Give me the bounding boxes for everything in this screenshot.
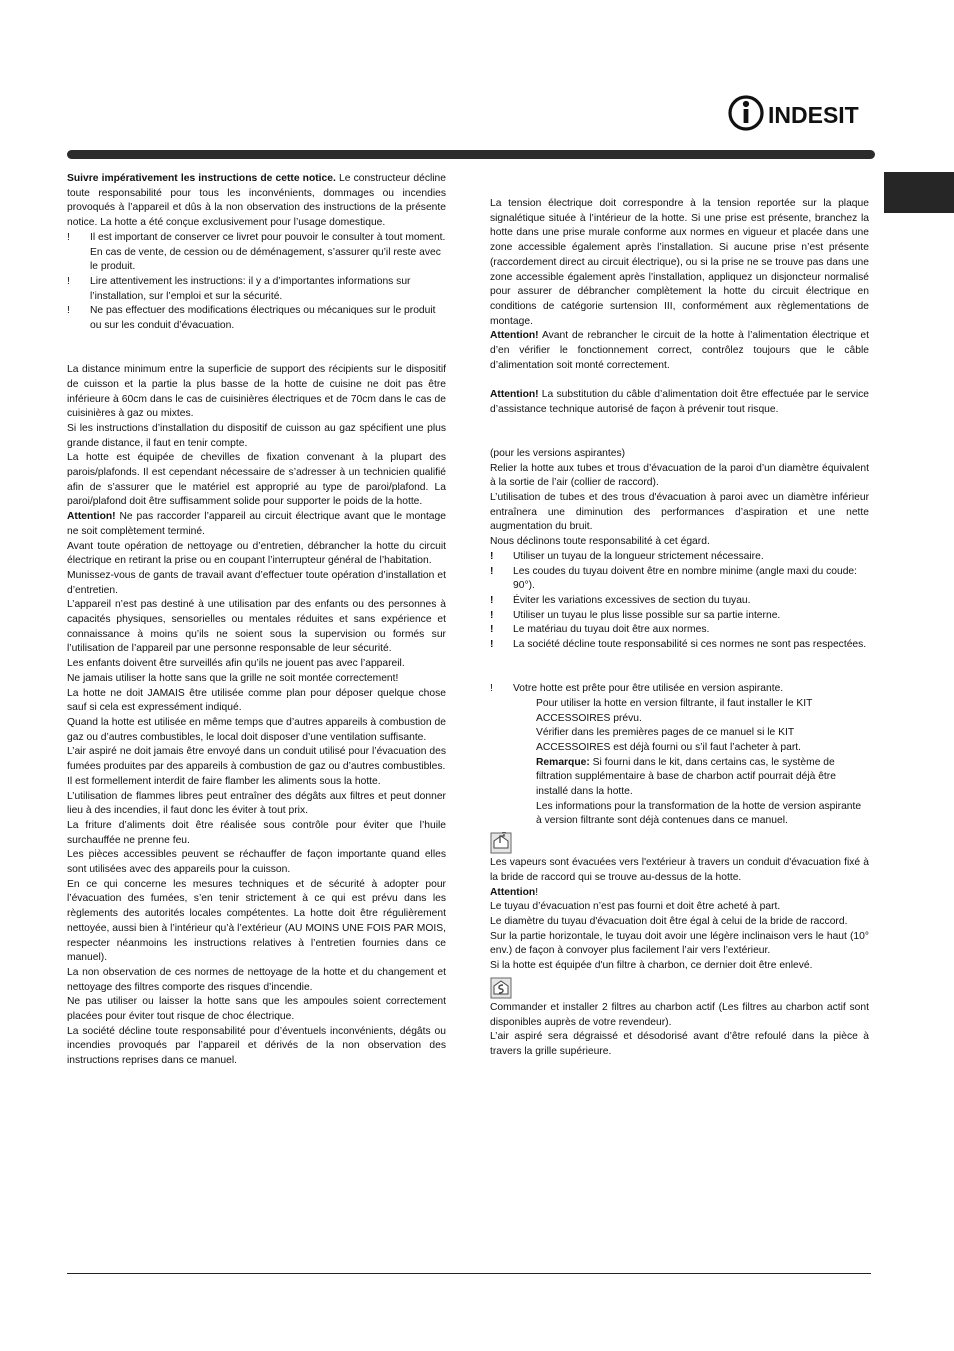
indesit-logo [728, 93, 870, 133]
warning-item: ! Lire attentivement les instructions: il y a d’importantes informations sur l’installation, sur l’emploi et sur la sécurité. [67, 275, 411, 302]
language-tab [884, 172, 954, 213]
header-rule [67, 150, 875, 159]
duct-bullet: ! Les coudes du tuyau doivent être en nombre minime (angle maxi du coude: 90°). [490, 565, 858, 592]
filtering-paragraph: L’air aspiré sera dégraissé et désodorisé avant d’être refoulé dans la pièce à travers la grille supérieure. [490, 1031, 869, 1057]
electrical-paragraph: La tension électrique doit correspondre à la tension reportée sur la plaque signalétique située à l’intérieur de la hotte. Si une prise est présente, branchez la hotte dans une prise murale conforme aux normes en vigueur et placée dans une zone accessible également après l’installation. Si aucune prise n’est présente (raccordement direct au circuit électrique), ou si la prise ne se trouve pas dans une zone accessible également après l’installation, appliquez un disjoncteur normalisé pour assurer de débrancher complètement la hotte du circuit électrique en conditions de catégorie surtension III, conformément aux règlementations de montage. [490, 198, 869, 327]
safety-paragraph: L’utilisation de flammes libres peut entraîner des dégâts aux filtres et peut donner lieu à des incendies, il faut donc les éviter à tout prix. [67, 790, 446, 817]
duct-paragraph: L’utilisation de tubes et des trous d'évacuation à paroi avec un diamètre inférieur entraînera une diminution des performances d’aspiration et une nette augmentation du bruit. [490, 492, 869, 533]
aspirating-attention: Attention! [490, 886, 539, 898]
duct-paragraph: Nous déclinons toute responsabilité à cet égard. [490, 536, 710, 548]
safety-paragraph: Ne jamais utiliser la hotte sans que la grille ne soit montée correctement! [67, 672, 399, 684]
svg-text:INDESIT: INDESIT [768, 102, 859, 128]
aspirating-paragraph: Les vapeurs sont évacuées vers l'extérieur à travers un conduit d'évacuation fixé à la bride de raccord qui se trouve au-dessus de la hotte. [490, 857, 869, 883]
aspirating-version-icon [490, 832, 869, 854]
safety-paragraph: Munissez-vous de gants de travail avant d’effectuer toute opération d’installation et d’entretien. [67, 569, 446, 596]
safety-paragraph: Les enfants doivent être surveillés afin qu’ils ne jouent pas avec l’appareil. [67, 658, 405, 670]
aspirating-paragraph: Le diamètre du tuyau d'évacuation doit être égal à celui de la bride de raccord. [490, 916, 848, 927]
safety-paragraph: L’air aspiré ne doit jamais être envoyé dans un conduit utilisé pour l’évacuation des fumées produites par des appareils à combustion de gaz ou d’autres combustibles. [67, 746, 446, 773]
duct-bullet: ! La société décline toute responsabilité si ces normes ne sont pas respectées. [490, 639, 867, 651]
safety-paragraph: Avant toute opération de nettoyage ou d’entretien, débrancher la hotte du circuit électrique en retirant la prise ou en coupant l’interrupteur général de l’habitation. [67, 540, 446, 567]
safety-paragraph: La non observation de ces normes de nettoyage de la hotte et du changement et nettoyage des filtres comporte des risques d’incendie. [67, 966, 446, 993]
safety-paragraph: La hotte est équipée de chevilles de fixation convenant à la plupart des parois/plafonds. Il est cependant nécessaire de s’adresser à un technicien qualifié afin de s’assurer que le matériel est approprié au type de paroi/plafond. La paroi/plafond doit être suffisamment solide pour supporter le poids de la hotte. [67, 452, 446, 508]
duct-note: (pour les versions aspirantes) [490, 447, 626, 459]
safety-paragraph: Il est formellement interdit de faire flamber les aliments sous la hotte. [67, 775, 381, 787]
intro-paragraph: Suivre impérativement les instructions de cette notice. Le constructeur décline toute responsabilité pour tous les inconvénients, dommages ou incendies provoqués à l’appareil et dûs à la non observation des instructions de la présente notice. La hotte a été conçue exclusivement pour l’usage domestique. [67, 173, 446, 229]
safety-attention-paragraph: Attention! Ne pas raccorder l’appareil au circuit électrique avant que le montage ne soit complètement terminé. [67, 511, 446, 537]
duct-paragraph: Relier la hotte aux tubes et trous d’évacuation de la paroi d’un diamètre équivalent à la sortie de l’air (collier de raccord). [490, 462, 869, 489]
safety-paragraph: La friture d’aliments doit être réalisée sous contrôle pour éviter que l’huile surchauffée ne prenne feu. [67, 819, 446, 846]
footer-rule [67, 1273, 871, 1274]
left-column [67, 172, 446, 1069]
safety-paragraph: En ce qui concerne les mesures techniques et de sécurité à adopter pour l’évacuation des fumées, s’en tenir strictement à ce qui est prévu dans les règlements des autorités locales compétentes. La hotte doit être régulièrement nettoyée, aussi bien à l’intérieur qu’à l’extérieur (AU MOINS UNE FOIS PAR MOIS, respecter néanmoins les instructions relatives à l’entretien fournies dans ce manuel). [67, 878, 446, 964]
safety-paragraph: Les pièces accessibles peuvent se réchauffer de façon importante quand elles sont utilisées avec des appareils pour la cuisson. [67, 849, 446, 876]
aspirating-paragraph: Sur la partie horizontale, le tuyau doit avoir une légère inclinaison vers le haut (10° env.) de façon à convoyer plus facilement l’air vers l’extérieur. [490, 930, 869, 957]
version-block: ! Votre hotte est prête pour être utilisée en version aspirante. Pour utiliser la hotte en version filtrante, il faut installer le KIT ACCESSOIRES prévu. Vérifier dans les premières pages de ce manuel si le KIT ACCESSOIRES est déjà fourni ou s’il faut l’acheter à part. Remarque: Si fourni dans le kit, dans certains cas, le système de filtration supplémentaire à base de charbon actif pourrait déjà être installé dans la hotte. Les informations pour la transformation de la hotte de version aspirante à version filtrante sont déjà contenues dans ce manuel. [490, 683, 862, 827]
aspirating-paragraph: Si la hotte est équipée d'un filtre à charbon, ce dernier doit être enlevé. [490, 960, 813, 972]
aspirating-paragraph: Le tuyau d’évacuation n’est pas fourni et doit être acheté à part. [490, 901, 781, 913]
safety-paragraph: Ne pas utiliser ou laisser la hotte sans que les ampoules soient correctement placées pour éviter tout risque de choc électrique. [67, 996, 446, 1023]
duct-bullet: ! Éviter les variations excessives de section du tuyau. [490, 594, 751, 606]
safety-paragraph: La hotte ne doit JAMAIS être utilisée comme plan pour déposer quelque chose sauf si cela est expressément indiqué. [67, 687, 446, 714]
warning-item: ! Ne pas effectuer des modifications électriques ou mécaniques sur le produit ou sur les conduit d’évacuation. [67, 305, 436, 332]
safety-paragraph: L’appareil n’est pas destiné à une utilisation par des enfants ou des personnes à capacités physiques, sensorielles ou mentales réduites et sans expérience et connaissance à moins qu’ils ne soient sous la supervision ou formés sur l’utilisation de l’appareil par une personne responsable de leur sécurité. [67, 599, 446, 655]
safety-paragraph: Si les instructions d’installation du dispositif de cuisson au gaz spécifient une plus grande distance, il faut en tenir compte. [67, 422, 446, 449]
safety-paragraph: La distance minimum entre la superficie de support des récipients sur le dispositif de cuisson et la partie la plus basse de la hotte de cuisine ne doit pas être inférieure à 60cm dans le cas de cuisinières électriques et de 70cm dans le cas de cuisinières à gaz ou mixtes. [67, 364, 446, 420]
safety-paragraph: Quand la hotte est utilisée en même temps que d’autres appareils à combustion de gaz ou d’autres combustibles, le local doit disposer d’une ventilation suffisante. [67, 717, 446, 743]
safety-paragraph: La société décline toute responsabilité pour d’éventuels inconvénients, dégâts ou incendies provoqués par l’appareil et dérivés de la non observation des instructions reprises dans ce manuel. [67, 1025, 446, 1067]
right-column [490, 197, 869, 1060]
electrical-attention-paragraph: Attention! Avant de rebrancher le circuit de la hotte à l’alimentation électrique et d’en vérifier le fonctionnement correct, contrôlez toujours que le câble d’alimentation soit monté correctement. [490, 330, 869, 371]
duct-bullet: ! Utiliser un tuyau le plus lisse possible sur sa partie interne. [490, 609, 781, 621]
cable-attention-paragraph: Attention! La substitution du câble d’alimentation doit être effectuée par le service d’assistance technique autorisé de façon à prévenir tout risque. [490, 389, 869, 415]
filtering-paragraph: Commander et installer 2 filtres au charbon actif (Les filtres au charbon actif sont disponibles auprès de votre revendeur). [490, 1001, 869, 1028]
duct-bullet: ! Utiliser un tuyau de la longueur strictement nécessaire. [490, 550, 764, 562]
filtering-version-icon [490, 977, 869, 999]
duct-bullet: ! Le matériau du tuyau doit être aux normes. [490, 624, 710, 636]
warning-item: ! Il est important de conserver ce livret pour pouvoir le consulter à tout moment. En cas de vente, de cession ou de déménagement, s’assurer qu’il reste avec le produit. [67, 231, 446, 273]
